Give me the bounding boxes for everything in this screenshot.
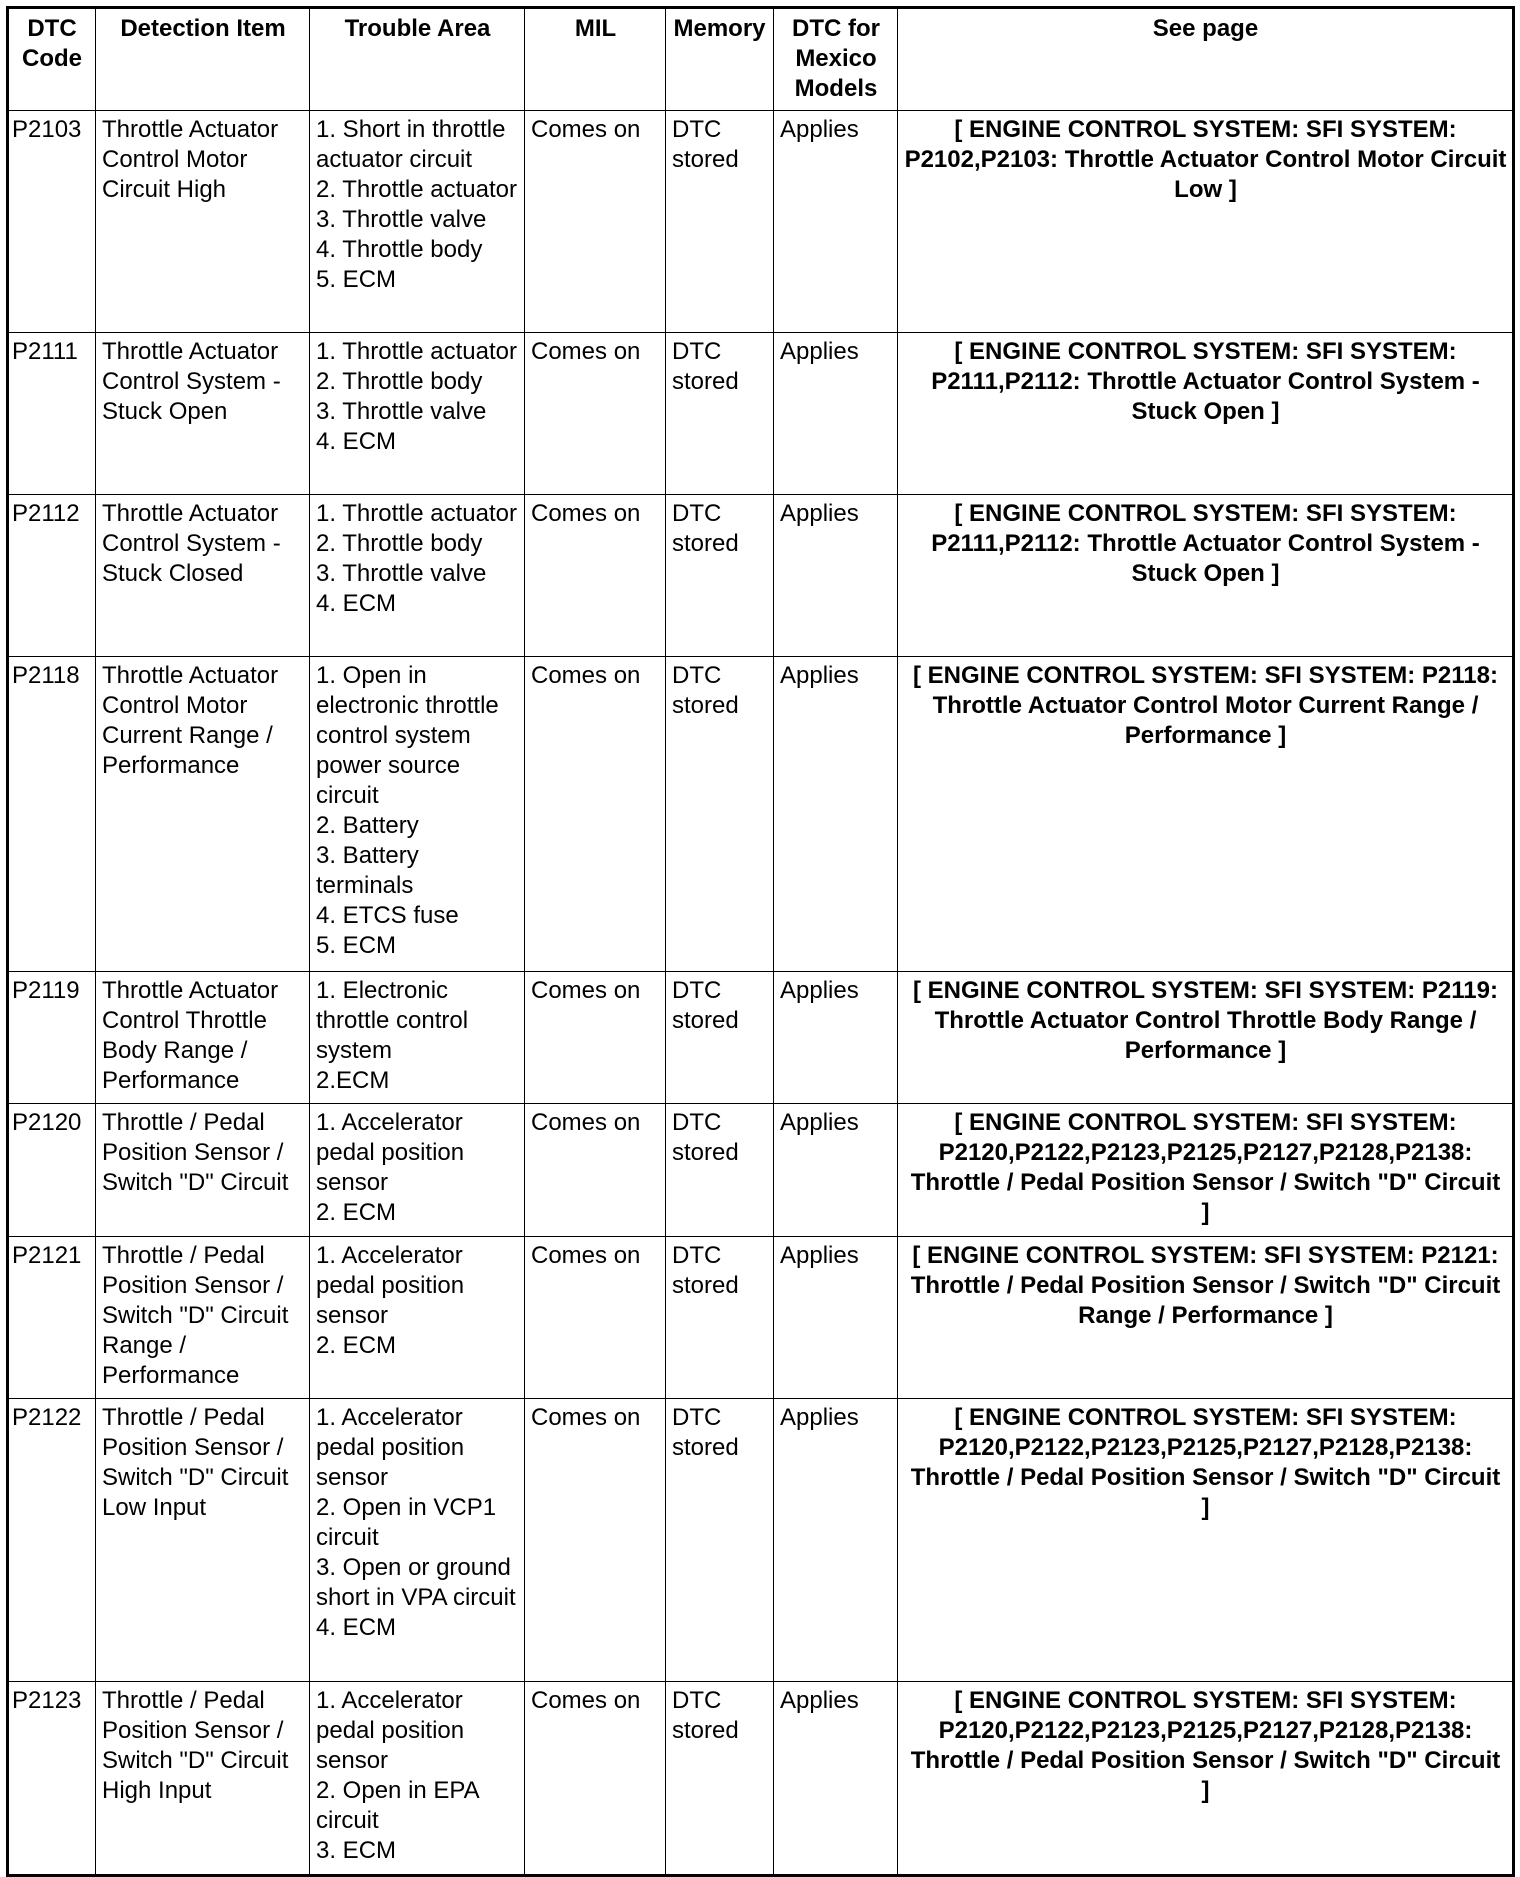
see-page-link[interactable]: [ ENGINE CONTROL SYSTEM: SFI SYSTEM: P2111,P2112: Throttle Actuator Control System - Stuck Open ] (898, 495, 1514, 657)
trouble-area-cell (310, 657, 525, 972)
memory-cell: DTC stored (666, 972, 774, 1104)
memory-cell: DTC stored (666, 657, 774, 972)
memory-cell: DTC stored (666, 495, 774, 657)
mil-cell: Comes on (525, 1399, 666, 1682)
table-row (8, 495, 1514, 657)
header-row (8, 8, 1514, 111)
memory-cell: DTC stored (666, 333, 774, 495)
trouble-area-cell (310, 1682, 525, 1876)
table-row (8, 333, 1514, 495)
mexico-cell: Applies (774, 657, 898, 972)
memory-cell: DTC stored (666, 111, 774, 333)
header-see-page: See page (898, 8, 1514, 111)
detection-item-cell: Throttle / Pedal Position Sensor / Switch "D" Circuit (96, 1104, 310, 1237)
memory-cell: DTC stored (666, 1682, 774, 1876)
header-dtc-code: DTC Code (8, 8, 96, 111)
detection-item-cell: Throttle Actuator Control System - Stuck Closed (96, 495, 310, 657)
detection-item-cell: Throttle / Pedal Position Sensor / Switch "D" Circuit Low Input (96, 1399, 310, 1682)
trouble-area-cell (310, 972, 525, 1104)
trouble-area-item: 2. Throttle actuator (316, 176, 517, 203)
dtc-code-cell: P2123 (8, 1682, 96, 1876)
trouble-area-cell (310, 1399, 525, 1682)
trouble-area-item: 3. Throttle valve (316, 560, 487, 587)
mexico-cell: Applies (774, 1682, 898, 1876)
mil-cell: Comes on (525, 495, 666, 657)
mil-cell: Comes on (525, 972, 666, 1104)
trouble-area-item: 1. Short in throttle actuator circuit (316, 116, 513, 173)
mexico-cell: Applies (774, 495, 898, 657)
mil-cell: Comes on (525, 111, 666, 333)
detection-item-cell: Throttle / Pedal Position Sensor / Switch "D" Circuit High Input (96, 1682, 310, 1876)
trouble-area-item: 3. Throttle valve (316, 398, 487, 425)
trouble-area-item: 1. Accelerator pedal position sensor (316, 1242, 471, 1329)
mil-cell: Comes on (525, 657, 666, 972)
dtc-code-cell: P2120 (8, 1104, 96, 1237)
trouble-area-item: 4. ECM (316, 428, 397, 455)
see-page-link[interactable]: [ ENGINE CONTROL SYSTEM: SFI SYSTEM: P2120,P2122,P2123,P2125,P2127,P2128,P2138: Throttle / Pedal Position Sensor / Switch "D" Circuit ] (898, 1104, 1514, 1237)
trouble-area-item: 3. Throttle valve (316, 206, 487, 233)
trouble-area-item: 4. Throttle body (316, 236, 483, 263)
dtc-code-cell: P2122 (8, 1399, 96, 1682)
trouble-area-item: 5. ECM (316, 932, 397, 959)
trouble-area-item: 5. ECM (316, 266, 397, 293)
see-page-link[interactable]: [ ENGINE CONTROL SYSTEM: SFI SYSTEM: P2102,P2103: Throttle Actuator Control Motor Circuit Low ] (898, 111, 1514, 333)
header-dtc-mexico: DTC for Mexico Models (774, 8, 898, 111)
trouble-area-item: 1. Open in electronic throttle control system power source circuit (316, 662, 506, 809)
detection-item-cell: Throttle Actuator Control Motor Circuit High (96, 111, 310, 333)
memory-cell: DTC stored (666, 1399, 774, 1682)
trouble-area-item: 1. Electronic throttle control system (316, 977, 475, 1064)
trouble-area-item: 4. ETCS fuse (316, 902, 459, 929)
see-page-link[interactable]: [ ENGINE CONTROL SYSTEM: SFI SYSTEM: P2120,P2122,P2123,P2125,P2127,P2128,P2138: Throttle / Pedal Position Sensor / Switch "D" Circuit ] (898, 1399, 1514, 1682)
trouble-area-item: 3. Open or ground short in VPA circuit (316, 1554, 518, 1611)
see-page-link[interactable]: [ ENGINE CONTROL SYSTEM: SFI SYSTEM: P2119: Throttle Actuator Control Throttle Body Range / Performance ] (898, 972, 1514, 1104)
trouble-area-item: 2. ECM (316, 1199, 397, 1226)
trouble-area-item: 3. Battery terminals (316, 842, 426, 899)
mil-cell: Comes on (525, 1237, 666, 1399)
mil-cell: Comes on (525, 1104, 666, 1237)
see-page-link[interactable]: [ ENGINE CONTROL SYSTEM: SFI SYSTEM: P2121: Throttle / Pedal Position Sensor / Switch "D" Circuit Range / Performance ] (898, 1237, 1514, 1399)
mexico-cell: Applies (774, 111, 898, 333)
memory-cell: DTC stored (666, 1104, 774, 1237)
table-row (8, 111, 1514, 333)
dtc-code-cell: P2118 (8, 657, 96, 972)
dtc-code-cell: P2112 (8, 495, 96, 657)
trouble-area-item: 2. Battery (316, 812, 419, 839)
trouble-area-item: 2. Throttle body (316, 530, 483, 557)
table-row (8, 1104, 1514, 1237)
mexico-cell: Applies (774, 333, 898, 495)
memory-cell: DTC stored (666, 1237, 774, 1399)
header-memory: Memory (666, 8, 774, 111)
dtc-code-cell: P2103 (8, 111, 96, 333)
header-detection-item: Detection Item (96, 8, 310, 111)
trouble-area-item: 1. Accelerator pedal position sensor (316, 1404, 471, 1491)
table-row (8, 1237, 1514, 1399)
detection-item-cell: Throttle Actuator Control Throttle Body Range / Performance (96, 972, 310, 1104)
trouble-area-item: 4. ECM (316, 590, 397, 617)
mexico-cell: Applies (774, 1399, 898, 1682)
trouble-area-item: 1. Accelerator pedal position sensor (316, 1109, 471, 1196)
trouble-area-cell (310, 495, 525, 657)
trouble-area-item: 1. Throttle actuator (316, 338, 517, 365)
mil-cell: Comes on (525, 333, 666, 495)
table-row (8, 1682, 1514, 1876)
see-page-link[interactable]: [ ENGINE CONTROL SYSTEM: SFI SYSTEM: P2111,P2112: Throttle Actuator Control System - Stuck Open ] (898, 333, 1514, 495)
trouble-area-item: 2. Throttle body (316, 368, 483, 395)
detection-item-cell: Throttle Actuator Control System - Stuck Open (96, 333, 310, 495)
trouble-area-cell (310, 1237, 525, 1399)
trouble-area-item: 4. ECM (316, 1614, 397, 1641)
trouble-area-item: 2. Open in VCP1 circuit (316, 1494, 503, 1551)
trouble-area-cell (310, 111, 525, 333)
table-row (8, 657, 1514, 972)
trouble-area-cell (310, 333, 525, 495)
trouble-area-item: 2. Open in EPA circuit (316, 1777, 485, 1834)
table-row (8, 1399, 1514, 1682)
mil-cell: Comes on (525, 1682, 666, 1876)
detection-item-cell: Throttle Actuator Control Motor Current Range / Performance (96, 657, 310, 972)
see-page-link[interactable]: [ ENGINE CONTROL SYSTEM: SFI SYSTEM: P2118: Throttle Actuator Control Motor Current Range / Performance ] (898, 657, 1514, 972)
table-row (8, 972, 1514, 1104)
trouble-area-item: 1. Accelerator pedal position sensor (316, 1687, 471, 1774)
see-page-link[interactable]: [ ENGINE CONTROL SYSTEM: SFI SYSTEM: P2120,P2122,P2123,P2125,P2127,P2128,P2138: Throttle / Pedal Position Sensor / Switch "D" Circuit ] (898, 1682, 1514, 1876)
header-trouble-area: Trouble Area (310, 8, 525, 111)
detection-item-cell: Throttle / Pedal Position Sensor / Switch "D" Circuit Range / Performance (96, 1237, 310, 1399)
mexico-cell: Applies (774, 1104, 898, 1237)
dtc-code-cell: P2111 (8, 333, 96, 495)
dtc-table (6, 6, 1515, 1877)
trouble-area-item: 1. Throttle actuator (316, 500, 517, 527)
mexico-cell: Applies (774, 1237, 898, 1399)
trouble-area-item: 2.ECM (316, 1067, 390, 1094)
header-mil: MIL (525, 8, 666, 111)
dtc-code-cell: P2119 (8, 972, 96, 1104)
dtc-code-cell: P2121 (8, 1237, 96, 1399)
trouble-area-item: 2. ECM (316, 1332, 397, 1359)
mexico-cell: Applies (774, 972, 898, 1104)
trouble-area-cell (310, 1104, 525, 1237)
trouble-area-item: 3. ECM (316, 1837, 397, 1864)
